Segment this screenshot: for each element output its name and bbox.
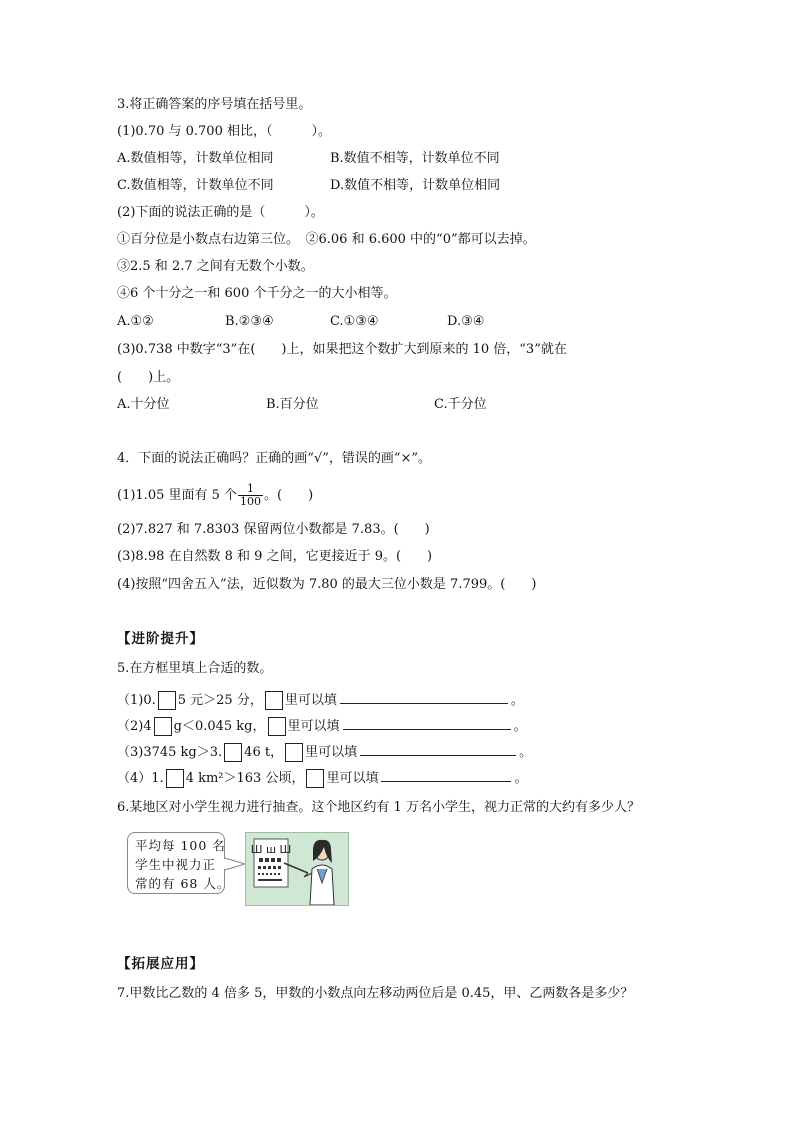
answer-box[interactable] bbox=[268, 717, 286, 736]
answer-line[interactable] bbox=[360, 743, 516, 756]
q3-p2-option-b: B.②③④ bbox=[225, 314, 274, 329]
q5-row-1 bbox=[117, 691, 524, 710]
q4-item-2: (2)7.827 和 7.8303 保留两位小数都是 7.83。( ) bbox=[117, 522, 430, 537]
q3-p1-option-c: C.数值相等，计数单位不同 bbox=[117, 178, 274, 193]
speech-bubble-line: 平均每 100 名 bbox=[135, 838, 226, 853]
q3-p2-option-c: C.①③④ bbox=[330, 314, 379, 329]
q3-p1-stem: (1)0.70 与 0.700 相比，（ ）。 bbox=[117, 124, 331, 139]
q4-item-3: (3)8.98 在自然数 8 和 9 之间，它更接近于 9。( ) bbox=[117, 549, 433, 564]
q5-row-2-middle: g＜0.045 kg， bbox=[173, 719, 266, 734]
q5-row-3-end: 。 bbox=[519, 745, 533, 760]
doctor-scene bbox=[245, 832, 349, 906]
speech-bubble bbox=[127, 832, 231, 894]
q4-item-4: (4)按照“四舍五入”法，近似数为 7.80 的最大三位小数是 7.799。( ) bbox=[117, 577, 537, 592]
q3-p1-option-a: A.数值相等，计数单位相同 bbox=[117, 151, 274, 166]
q3-p1-option-d: D.数值不相等，计数单位相同 bbox=[330, 178, 501, 193]
q5-row-2 bbox=[117, 717, 527, 736]
q3-p3-option-b: B.百分位 bbox=[266, 397, 319, 412]
q5-row-3-label: 里可以填 bbox=[305, 745, 358, 760]
q3-p3-option-c: C.千分位 bbox=[434, 397, 487, 412]
q5-row-4-label: 里可以填 bbox=[326, 771, 379, 786]
q6-title: 6.某地区对小学生视力进行抽查。这个地区约有 1 万名小学生，视力正常的大约有多少人？ bbox=[117, 800, 640, 815]
q5-title: 5.在方框里填上合适的数。 bbox=[117, 661, 273, 676]
q5-row-3-middle: 46 t， bbox=[244, 745, 284, 760]
q3-p2-option-a: A.①② bbox=[117, 314, 154, 329]
q5-row-4-end: 。 bbox=[514, 771, 528, 786]
fraction-numerator: 1 bbox=[238, 483, 263, 496]
q3-p3-stem-cont: ( )上。 bbox=[117, 370, 180, 385]
q3-p3-option-a: A.十分位 bbox=[117, 397, 170, 412]
answer-line[interactable] bbox=[381, 769, 511, 782]
q5-row-3 bbox=[117, 743, 532, 762]
q5-row-4-prefix: （4）1. bbox=[117, 771, 164, 786]
section-extended-heading: 【拓展应用】 bbox=[117, 956, 204, 972]
q3-p2-stem: (2)下面的说法正确的是（ ）。 bbox=[117, 205, 324, 220]
q7-title: 7.甲数比乙数的 4 倍多 5，甲数的小数点向左移动两位后是 0.45，甲、乙两数各是多少？ bbox=[117, 986, 634, 1001]
answer-box[interactable] bbox=[224, 743, 242, 762]
answer-box[interactable] bbox=[166, 769, 184, 788]
answer-box[interactable] bbox=[306, 769, 324, 788]
q3-p2-option-d: D.③④ bbox=[447, 314, 485, 329]
vision-test-illustration bbox=[127, 832, 349, 906]
eye-chart-letters: Ш ш Ш bbox=[250, 843, 292, 856]
answer-line[interactable] bbox=[343, 717, 511, 730]
q4-title: 4．下面的说法正确吗？正确的画“√”，错误的画“×”。 bbox=[117, 451, 432, 466]
answer-box[interactable] bbox=[158, 691, 176, 710]
q5-row-4 bbox=[117, 769, 527, 788]
fraction bbox=[238, 483, 263, 508]
q5-row-2-prefix: （2)4 bbox=[117, 719, 152, 734]
answer-box[interactable] bbox=[154, 717, 172, 736]
speech-bubble-line: 学生中视力正 bbox=[135, 857, 217, 872]
q5-row-1-prefix: （1)0. bbox=[117, 693, 156, 708]
q3-p2-statement-1-2: ①百分位是小数点右边第三位。 ②6.06 和 6.600 中的“0”都可以去掉。 bbox=[117, 232, 536, 247]
q3-p2-statement-3: ③2.5 和 2.7 之间有无数个小数。 bbox=[117, 259, 314, 274]
q3-p2-statement-4: ④6 个十分之一和 600 个千分之一的大小相等。 bbox=[117, 286, 397, 301]
section-advanced-heading: 【进阶提升】 bbox=[117, 631, 204, 647]
doctor-scene-drawing bbox=[246, 833, 348, 905]
q4-item-1 bbox=[117, 478, 313, 514]
q5-row-1-end: 。 bbox=[510, 693, 524, 708]
q5-row-2-end: 。 bbox=[513, 719, 527, 734]
answer-line[interactable] bbox=[340, 691, 508, 704]
fraction-denominator: 100 bbox=[240, 495, 262, 508]
q3-title: 3.将正确答案的序号填在括号里。 bbox=[117, 97, 312, 112]
q3-p1-option-b: B.数值不相等，计数单位不同 bbox=[330, 151, 500, 166]
answer-box[interactable] bbox=[285, 743, 303, 762]
q3-p3-stem: (3)0.738 中数字“3”在( )上，如果把这个数扩大到原来的 10 倍，“3”就在 bbox=[117, 342, 567, 357]
q5-row-3-prefix: （3)3745 kg＞3. bbox=[117, 745, 223, 760]
answer-box[interactable] bbox=[265, 691, 283, 710]
q4-item-1-tail: 。( ) bbox=[264, 488, 314, 503]
q4-item-1-text: (1)1.05 里面有 5 个 bbox=[117, 488, 238, 503]
speech-bubble-tail bbox=[223, 854, 247, 874]
q5-row-4-middle: 4 km²＞163 公顷， bbox=[185, 771, 305, 786]
speech-bubble-line: 常的有 68 人。 bbox=[135, 876, 231, 891]
q5-row-1-label: 里可以填 bbox=[284, 693, 337, 708]
q5-row-1-middle: 5 元＞25 分， bbox=[177, 693, 263, 708]
q5-row-2-label: 里可以填 bbox=[287, 719, 340, 734]
